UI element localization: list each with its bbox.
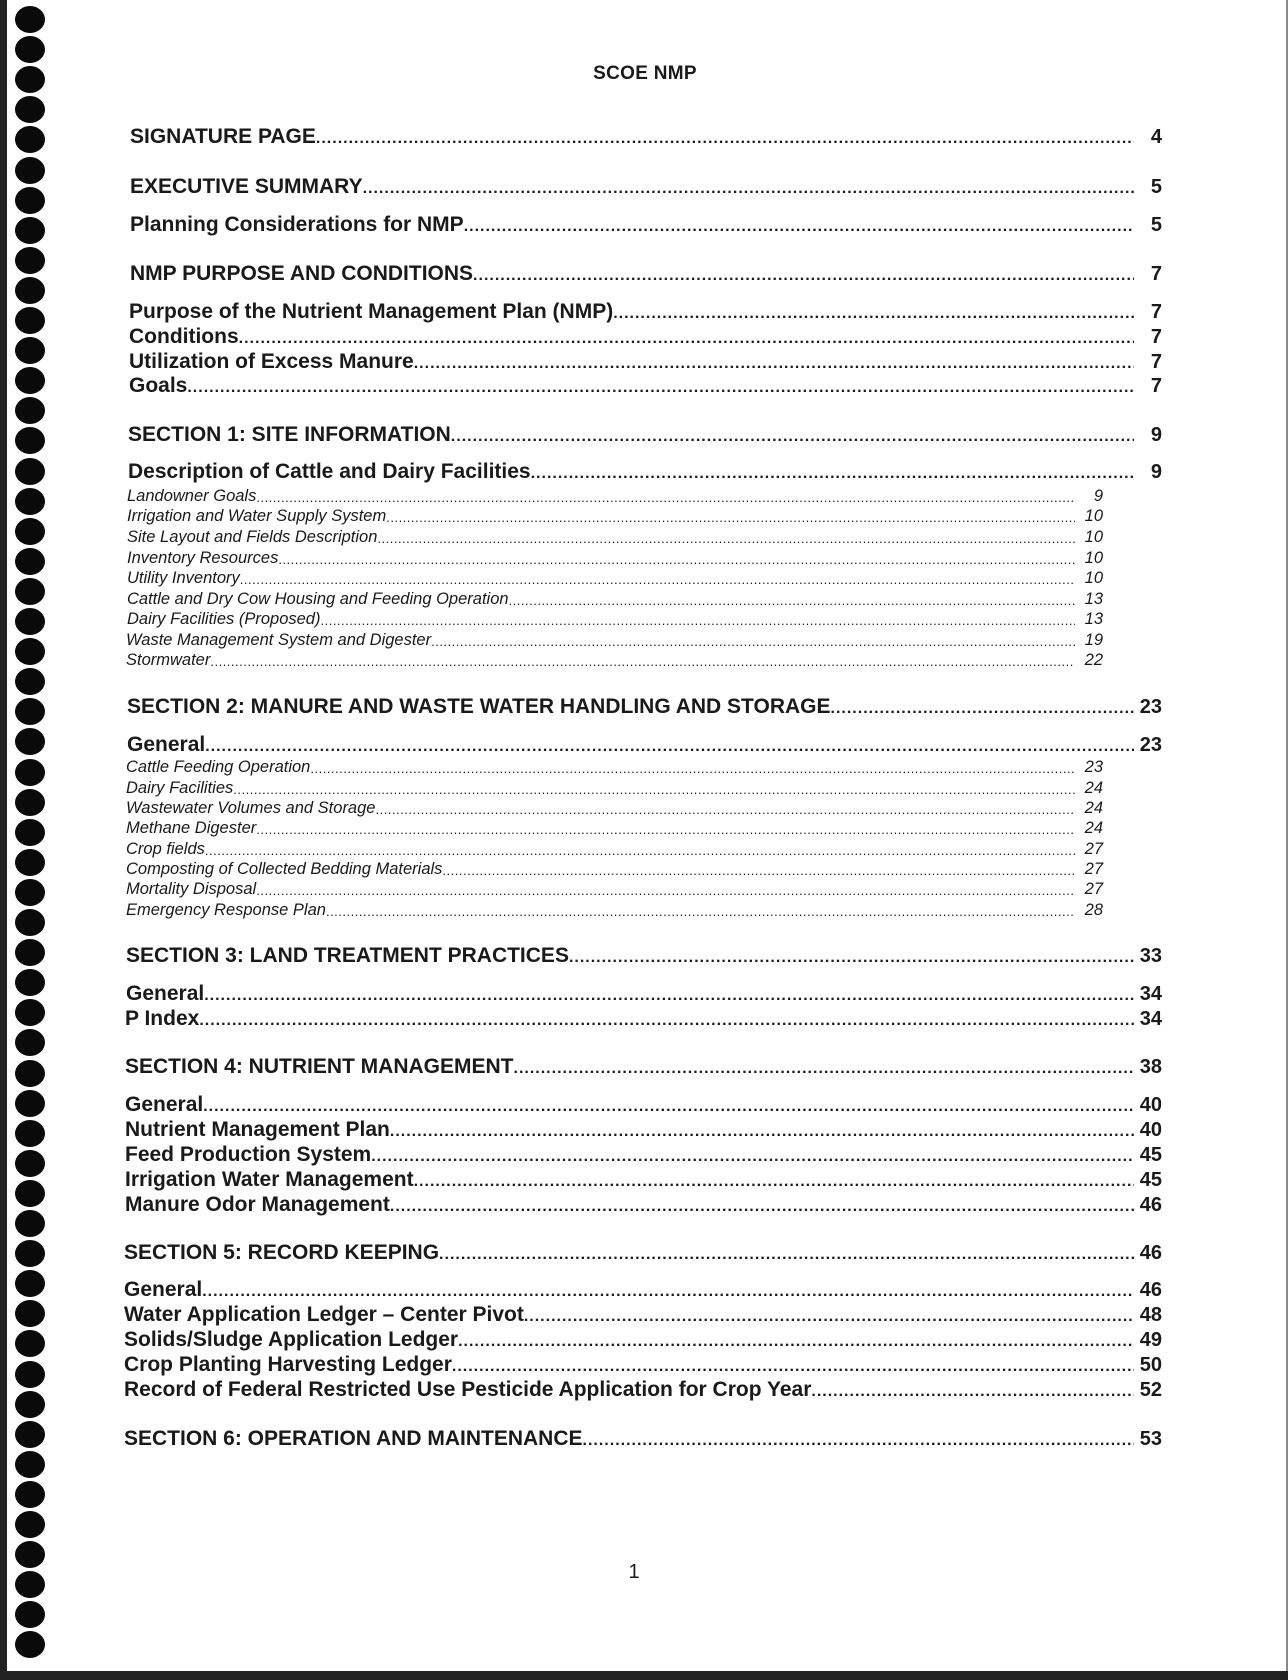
toc-entry-page: 22 [1084, 651, 1103, 669]
toc-entry-label: SECTION 4: NUTRIENT MANAGEMENT [125, 1055, 514, 1078]
toc-entry-label: Water Application Ledger – Center Pivot [124, 1303, 524, 1326]
toc-entry-page: 24 [1084, 779, 1103, 797]
toc-entry-page: 34 [1139, 1008, 1162, 1030]
toc-entry-page: 5 [1150, 214, 1162, 236]
toc-entry-page: 45 [1139, 1169, 1162, 1191]
toc-entry-page: 40 [1139, 1119, 1162, 1141]
toc-entry [126, 900, 1103, 921]
toc-entry-label: Dairy Facilities [126, 779, 234, 797]
toc-entry-page: 13 [1084, 590, 1103, 608]
toc-entry [127, 732, 1162, 758]
binding-hole [15, 789, 45, 816]
toc-entry-label: Manure Odor Management [125, 1193, 390, 1216]
toc-dot-leader [509, 592, 1075, 610]
toc-entry-page: 46 [1139, 1279, 1162, 1301]
toc-entry [127, 527, 1103, 548]
toc-entry-label: Description of Cattle and Dairy Facilities [128, 460, 531, 483]
binding-hole [15, 157, 45, 184]
binding-hole [15, 36, 45, 63]
binding-hole [15, 879, 45, 906]
binding-hole [15, 698, 45, 725]
toc-dot-leader [431, 633, 1075, 651]
page-number: 1 [628, 1561, 640, 1583]
binding-hole [15, 608, 45, 635]
toc-entry [126, 818, 1103, 839]
toc-entry-page: 10 [1084, 569, 1103, 587]
toc-dot-leader [531, 463, 1134, 485]
toc-entry-page: 27 [1084, 860, 1103, 878]
binding-hole [15, 1571, 45, 1598]
binding-hole [15, 277, 45, 304]
toc-entry [126, 630, 1103, 651]
binding-hole [15, 1300, 45, 1327]
toc-entry-page: 23 [1139, 734, 1162, 756]
toc-dot-leader [240, 571, 1075, 589]
toc-entry-label: Utility Inventory [127, 569, 240, 587]
toc-entry [127, 506, 1103, 527]
binding-hole [15, 307, 45, 334]
toc-dot-leader [524, 1306, 1134, 1328]
binding-hole [15, 518, 45, 545]
toc-dot-leader [204, 985, 1134, 1007]
binding-hole [15, 126, 45, 153]
toc-dot-leader [811, 1381, 1134, 1403]
binding-hole [15, 1090, 45, 1117]
toc-entry-page: 50 [1139, 1354, 1162, 1376]
toc-dot-leader [233, 781, 1075, 799]
toc-dot-leader [320, 612, 1075, 630]
toc-entry-label: Crop Planting Harvesting Ledger [124, 1353, 452, 1376]
toc-entry-page: 13 [1084, 610, 1103, 628]
toc-entry-label: General [125, 1093, 204, 1116]
toc-entry [125, 1054, 1162, 1080]
toc-entry [127, 589, 1103, 610]
toc-entry-label: EXECUTIVE SUMMARY [130, 175, 363, 198]
toc-entry-label: NMP PURPOSE AND CONDITIONS [130, 262, 474, 285]
binding-hole [15, 638, 45, 665]
toc-dot-leader [613, 303, 1134, 325]
toc-entry-label: Site Layout and Fields Description [127, 528, 378, 546]
toc-entry [129, 349, 1162, 375]
toc-dot-leader [377, 530, 1075, 548]
binding-hole [15, 337, 45, 364]
binding-hole [15, 1451, 45, 1478]
toc-dot-leader [205, 842, 1075, 860]
toc-entry-page: 9 [1093, 487, 1103, 505]
toc-entry [125, 1167, 1162, 1193]
toc-dot-leader [452, 1356, 1134, 1378]
toc-entry-page: 45 [1139, 1144, 1162, 1166]
binding-hole [15, 1391, 45, 1418]
binding-hole [15, 397, 45, 424]
binding-hole [15, 1060, 45, 1087]
binding-hole [15, 1210, 45, 1237]
binding-hole [15, 187, 45, 214]
toc-entry [130, 212, 1162, 238]
toc-entry [124, 1327, 1162, 1353]
toc-entry-page: 9 [1150, 424, 1162, 446]
toc-dot-leader [583, 1430, 1134, 1452]
toc-dot-leader [390, 1121, 1134, 1143]
toc-entry-page: 7 [1150, 301, 1162, 323]
binding-hole [15, 1481, 45, 1508]
toc-entry [124, 1277, 1162, 1303]
toc-entry [124, 1426, 1162, 1452]
toc-entry-page: 34 [1139, 983, 1162, 1005]
toc-entry-page: 24 [1084, 819, 1103, 837]
toc-entry-page: 4 [1150, 126, 1162, 148]
binding-hole [15, 1150, 45, 1177]
toc-dot-leader [451, 426, 1134, 448]
binding-hole [15, 939, 45, 966]
toc-entry-page: 23 [1139, 696, 1162, 718]
toc-dot-leader [414, 353, 1134, 375]
toc-entry [129, 373, 1162, 399]
toc-dot-leader [363, 178, 1134, 200]
toc-entry-page: 5 [1150, 176, 1162, 198]
toc-entry [125, 1117, 1162, 1143]
toc-dot-leader [390, 1196, 1134, 1218]
toc-dot-leader [514, 1058, 1135, 1080]
toc-entry-label: SECTION 1: SITE INFORMATION [128, 423, 451, 446]
toc-entry-page: 9 [1150, 461, 1162, 483]
toc-entry-label: P Index [125, 1007, 200, 1030]
binding-hole [15, 1029, 45, 1056]
toc-entry [126, 943, 1162, 969]
toc-entry-label: Utilization of Excess Manure [129, 350, 414, 373]
binding-hole [15, 548, 45, 575]
toc-dot-leader [371, 1146, 1134, 1168]
toc-dot-leader [569, 947, 1134, 969]
toc-entry [125, 1092, 1162, 1118]
toc-entry-label: Emergency Response Plan [126, 901, 326, 919]
toc-entry-label: Inventory Resources [127, 549, 279, 567]
toc-entry-page: 38 [1139, 1056, 1162, 1078]
toc-entry-page: 10 [1084, 549, 1103, 567]
toc-entry-label: Nutrient Management Plan [125, 1118, 390, 1141]
document-title: SCOE NMP [593, 63, 697, 84]
toc-entry-label: Landowner Goals [127, 487, 257, 505]
toc-entry-page: 46 [1139, 1194, 1162, 1216]
binding-hole [15, 578, 45, 605]
binding-hole [15, 1601, 45, 1628]
binding-hole [15, 1631, 45, 1658]
toc-dot-leader [210, 653, 1075, 671]
toc-entry [126, 839, 1103, 860]
toc-entry-label: Record of Federal Restricted Use Pesticide Application for Crop Year [124, 1378, 812, 1401]
toc-entry-page: 19 [1084, 631, 1103, 649]
toc-entry-label: Dairy Facilities (Proposed) [127, 610, 321, 628]
toc-dot-leader [386, 509, 1075, 527]
toc-entry-page: 7 [1150, 375, 1162, 397]
toc-dot-leader [256, 821, 1075, 839]
toc-entry [130, 124, 1162, 150]
toc-entry-label: Solids/Sludge Application Ledger [124, 1328, 459, 1351]
toc-entry-label: Feed Production System [125, 1143, 372, 1166]
binding-hole [15, 1511, 45, 1538]
toc-entry-label: SECTION 2: MANURE AND WASTE WATER HANDLING AND STORAGE [127, 695, 831, 718]
toc-dot-leader [310, 760, 1075, 778]
toc-entry-page: 27 [1084, 880, 1103, 898]
binding-hole [15, 1421, 45, 1448]
toc-entry [124, 1352, 1162, 1378]
toc-entry-label: Mortality Disposal [126, 880, 257, 898]
toc-dot-leader [203, 1096, 1134, 1118]
toc-dot-leader [239, 328, 1134, 350]
toc-entry [127, 486, 1103, 507]
binding-hole [15, 488, 45, 515]
toc-dot-leader [464, 216, 1134, 238]
binding-hole [15, 6, 45, 33]
binding-hole [15, 1240, 45, 1267]
binding-hole [15, 96, 45, 123]
binding-hole [15, 728, 45, 755]
binding-holes [0, 0, 60, 1680]
binding-hole [15, 759, 45, 786]
toc-dot-leader [205, 736, 1134, 758]
toc-entry-label: Crop fields [126, 840, 205, 858]
toc-entry-page: 28 [1084, 901, 1103, 919]
toc-entry [126, 859, 1103, 880]
binding-hole [15, 458, 45, 485]
binding-hole [15, 668, 45, 695]
binding-hole [15, 909, 45, 936]
toc-dot-leader [199, 1010, 1134, 1032]
toc-entry-label: Planning Considerations for NMP [130, 213, 464, 236]
toc-entry-page: 7 [1150, 263, 1162, 285]
toc-dot-leader [187, 377, 1134, 399]
binding-hole [15, 849, 45, 876]
toc-entry [127, 568, 1103, 589]
toc-dot-leader [439, 1244, 1134, 1266]
toc-dot-leader [202, 1281, 1134, 1303]
toc-dot-leader [256, 882, 1075, 900]
toc-entry-page: 7 [1150, 351, 1162, 373]
toc-entry-page: 27 [1084, 840, 1103, 858]
toc-dot-leader [256, 489, 1075, 507]
toc-entry [129, 299, 1162, 325]
binding-hole [15, 217, 45, 244]
binding-hole [15, 1270, 45, 1297]
binding-hole [15, 1330, 45, 1357]
toc-entry [125, 1192, 1162, 1218]
toc-entry [126, 650, 1103, 671]
toc-entry [125, 1142, 1162, 1168]
toc-entry [128, 422, 1162, 448]
toc-dot-leader [326, 903, 1075, 921]
toc-entry [126, 757, 1103, 778]
binding-hole [15, 969, 45, 996]
toc-entry-page: 46 [1139, 1242, 1162, 1264]
toc-entry-label: SECTION 5: RECORD KEEPING [124, 1241, 440, 1264]
toc-entry-label: Purpose of the Nutrient Management Plan (NMP) [129, 300, 614, 323]
toc-entry-page: 24 [1084, 799, 1103, 817]
binding-hole [15, 1361, 45, 1388]
toc-entry [126, 981, 1162, 1007]
toc-dot-leader [442, 862, 1075, 880]
binding-hole [15, 999, 45, 1026]
toc-entry-page: 53 [1139, 1428, 1162, 1450]
toc-entry [124, 1377, 1162, 1403]
toc-entry [125, 1006, 1162, 1032]
toc-entry-label: SECTION 6: OPERATION AND MAINTENANCE [124, 1427, 583, 1450]
toc-entry-label: Wastewater Volumes and Storage [126, 799, 376, 817]
toc-entry [126, 798, 1103, 819]
toc-entry [130, 174, 1162, 200]
toc-dot-leader [831, 698, 1134, 720]
toc-entry-page: 23 [1084, 758, 1103, 776]
toc-entry [124, 1302, 1162, 1328]
toc-entry-label: Conditions [129, 325, 239, 348]
toc-entry-page: 49 [1139, 1329, 1162, 1351]
toc-entry [126, 778, 1103, 799]
toc-entry-label: Methane Digester [126, 819, 257, 837]
toc-entry-label: Composting of Collected Bedding Materials [126, 860, 443, 878]
toc-entry-label: General [126, 982, 205, 1005]
binding-hole [15, 819, 45, 846]
page-edge-bottom [0, 1671, 1288, 1680]
toc-entry-label: Waste Management System and Digester [126, 631, 432, 649]
toc-dot-leader [316, 128, 1134, 150]
binding-hole [15, 247, 45, 274]
toc-dot-leader [375, 801, 1075, 819]
toc-entry-label: Irrigation and Water Supply System [127, 507, 387, 525]
toc-entry-label: SIGNATURE PAGE [130, 125, 316, 148]
toc-entry-page: 40 [1139, 1094, 1162, 1116]
toc-dot-leader [473, 265, 1134, 287]
toc-entry-page: 10 [1084, 528, 1103, 546]
toc-entry [124, 1240, 1162, 1266]
toc-entry-page: 52 [1139, 1379, 1162, 1401]
toc-entry-page: 48 [1139, 1304, 1162, 1326]
toc-entry-label: Irrigation Water Management [125, 1168, 414, 1191]
toc-entry-page: 7 [1150, 326, 1162, 348]
toc-entry [127, 609, 1103, 630]
binding-hole [15, 427, 45, 454]
toc-entry [129, 324, 1162, 350]
toc-entry-page: 33 [1139, 945, 1162, 967]
binding-hole [15, 367, 45, 394]
toc-entry [127, 548, 1103, 569]
toc-entry-label: Goals [129, 374, 188, 397]
toc-entry-label: SECTION 3: LAND TREATMENT PRACTICES [126, 944, 569, 967]
binding-hole [15, 1541, 45, 1568]
toc-entry-label: Cattle and Dry Cow Housing and Feeding Operation [127, 590, 509, 608]
toc-entry [126, 879, 1103, 900]
toc-entry [130, 261, 1162, 287]
toc-dot-leader [278, 551, 1075, 569]
toc-entry-label: Stormwater [126, 651, 211, 669]
toc-entry-label: General [127, 733, 206, 756]
toc-dot-leader [458, 1331, 1134, 1353]
toc-entry-page: 10 [1084, 507, 1103, 525]
binding-hole [15, 1120, 45, 1147]
binding-hole [15, 66, 45, 93]
toc-entry-label: Cattle Feeding Operation [126, 758, 311, 776]
toc-entry-label: General [124, 1278, 203, 1301]
toc-entry [128, 459, 1162, 485]
toc-entry [127, 694, 1162, 720]
binding-hole [15, 1180, 45, 1207]
toc-dot-leader [414, 1171, 1134, 1193]
